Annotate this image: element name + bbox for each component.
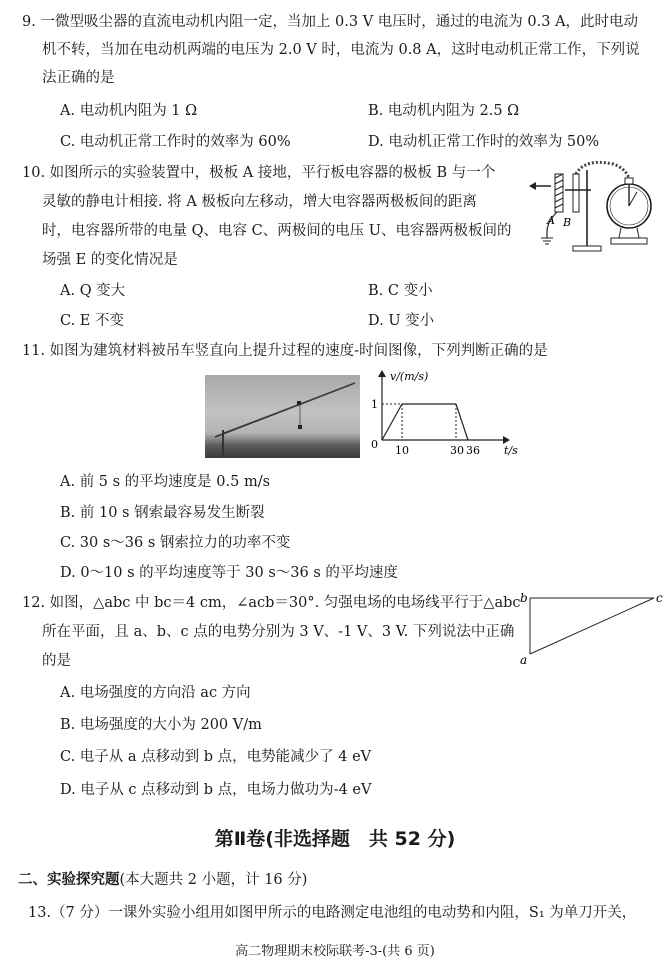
q10-stem-line2: 灵敏的静电计相接. 将 A 极板向左移动，增大电容器两极板间的距离	[42, 194, 477, 210]
plate-b-label: B	[563, 216, 572, 229]
q11-option-d: D. 0～10 s 的平均速度等于 30 s～36 s 的平均速度	[60, 565, 398, 581]
q12-stem-line3: 的是	[42, 653, 71, 669]
q9-stem-line1: 9. 一微型吸尘器的直流电动机内阻一定，当加上 0.3 V 电压时，通过的电流为 0.3 A，此时电动	[22, 14, 639, 30]
vt-ytick-1: 1	[371, 398, 378, 411]
q9-option-c: C. 电动机正常工作时的效率为 60%	[60, 134, 291, 150]
section-2-heading-bold: 二、实验探究题	[18, 871, 120, 888]
q11-option-a: A. 前 5 s 的平均速度是 0.5 m/s	[60, 474, 271, 490]
section-2-heading-rest: (本大题共 2 小题，计 16 分)	[119, 872, 308, 888]
q10-option-a: A. Q 变大	[60, 283, 126, 299]
triangle-abc-figure	[516, 588, 666, 668]
vertex-a-label: a	[520, 653, 528, 667]
q12-option-d: D. 电子从 c 点移动到 b 点，电场力做功为-4 eV	[60, 782, 372, 798]
q12-stem-line2: 所在平面，且 a、b、c 点的电势分别为 3 V、-1 V、3 V. 下列说法中正确	[42, 624, 515, 640]
vt-decel-segment	[456, 404, 468, 440]
q10-stem-line3: 时，电容器所带的电量 Q、电容 C、两极间的电压 U、电容器两极板间的	[42, 223, 512, 239]
vertex-b-label: b	[520, 591, 528, 605]
q13-stem: 13.（7 分）一课外实验小组用如图甲所示的电路测定电池组的电动势和内阻，S₁ 为单刀开关，	[28, 905, 637, 921]
q12-option-b: B. 电场强度的大小为 200 V/m	[60, 717, 262, 733]
crane-photo	[205, 375, 360, 458]
q9-option-d: D. 电动机正常工作时的效率为 50%	[368, 134, 600, 150]
vt-origin: 0	[371, 438, 378, 451]
q12-stem-line1: 12. 如图，△abc 中 bc＝4 cm，∠acb＝30°. 匀强电场的电场线平行于△abc	[22, 595, 521, 611]
velocity-time-graph	[368, 368, 528, 460]
vt-xtick-36: 36	[466, 444, 480, 457]
q10-option-b: B. C 变小	[368, 283, 433, 299]
q10-stem-line4: 场强 E 的变化情况是	[42, 252, 178, 268]
page-footer: 高二物理期末校际联考-3-(共 6 页)	[235, 944, 435, 959]
vertex-c-label: c	[656, 591, 663, 605]
q9-option-b: B. 电动机内阻为 2.5 Ω	[368, 103, 520, 119]
section-2-heading	[18, 870, 307, 890]
q9-stem-line2: 机不转，当加在电动机两端的电压为 2.0 V 时，电流为 0.8 A，这时电动机正常工作，下列说	[42, 42, 640, 58]
capacitor-electrometer-figure	[525, 160, 665, 260]
vt-xlabel: t/s	[504, 444, 518, 457]
q11-option-c: C. 30 s～36 s 钢索拉力的功率不变	[60, 535, 291, 551]
q10-option-d: D. U 变小	[368, 313, 435, 329]
vt-ylabel: v/(m/s)	[390, 370, 429, 383]
vt-xtick-30: 30	[450, 444, 464, 457]
q10-option-c: C. E 不变	[60, 313, 124, 329]
section-2-title: 第Ⅱ卷(非选择题 共 52 分)	[214, 828, 456, 850]
plate-a-label: A	[547, 214, 555, 227]
vt-xtick-10: 10	[395, 444, 409, 457]
q10-stem-line1: 10. 如图所示的实验装置中，极板 A 接地，平行板电容器的极板 B 与一个	[22, 165, 496, 181]
q9-stem-line3: 法正确的是	[42, 70, 115, 86]
q11-option-b: B. 前 10 s 钢索最容易发生断裂	[60, 505, 265, 521]
vt-accel-segment	[382, 404, 402, 440]
q12-option-a: A. 电场强度的方向沿 ac 方向	[60, 685, 251, 701]
q9-option-a: A. 电动机内阻为 1 Ω	[60, 103, 198, 119]
q12-option-c: C. 电子从 a 点移动到 b 点，电势能减少了 4 eV	[60, 749, 372, 765]
q11-stem: 11. 如图为建筑材料被吊车竖直向上提升过程的速度-时间图像，下列判断正确的是	[22, 343, 548, 359]
